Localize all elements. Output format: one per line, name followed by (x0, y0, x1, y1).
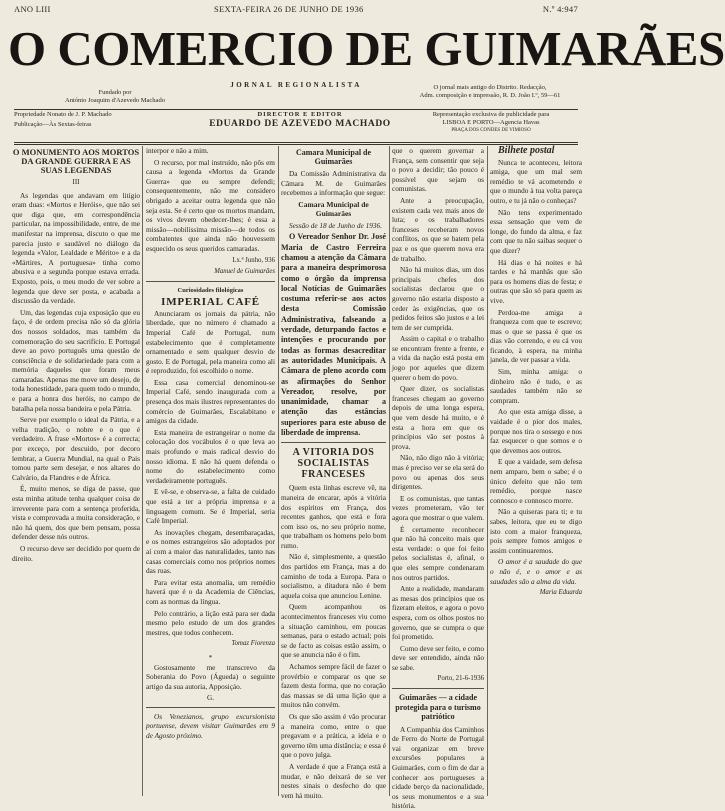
column-5 (490, 146, 582, 796)
paragraph: Nunca te aconteceu, leitora amiga, que um mal sem remédio te vá acometendo e que o mundo à tua volta pareça outro, e tu já não o conheças? (490, 157, 582, 205)
column-2 (146, 146, 275, 796)
issue-meta (14, 4, 578, 16)
paragraph: As legendas que andavam em litígio eram duas: «Mortos e Heróis», que não sei que diga que, em correspondência particular, na impossibilidade, entre, de me manifestar na imprensa, discuto o que me parecia justo e saudável no diálogo da legenda «Valor, Lealdade e Mérito» e a da «Mártires, A portuguesa» tinha como abusiva e a segunda porque estava errada. Exposto, pois, o meu modo de ver sobre a legenda que deve ser posta, e acabada a discussão da verdade. (12, 190, 140, 306)
paragraph: O recurso deve ser decidido por quem de direito. (12, 543, 140, 563)
article-heading-monument: O MONUMENTO AOS MORTOS DA GRANDE GUERRA E AS SUAS LEGENDAS (12, 147, 140, 175)
paragraph: E vê-se, e observa-se, a falta de cuidado que está a ter a própria imprensa e a linguagem comum. Se é Imperial, seria Café Imperial. (146, 487, 275, 526)
article-heading-socialists: A VITORIA DOS SOCIALISTAS FRANCESES (292, 447, 375, 481)
ownership-block (14, 111, 194, 141)
column-rule-1 (142, 146, 143, 796)
paragraph: As inovações chegam, desembaraçadas, e os nomes estrangeiros são adoptados por aí com a maior das naturalidades, tanto nas casas comerciais como nos próprios nomes das ruas. (146, 527, 275, 576)
masthead-rule-bottom (14, 142, 578, 143)
newspaper-subtitle: JORNAL REGIONALISTA (230, 81, 362, 89)
paragraph: A verdade é que a França está a mudar, e não deixará de se ver nestes sinais o desfecho do que vem há muito. (281, 761, 386, 800)
paragraph: Os Venezianos, grupo excursionista portuense, devem visitar Guimarães em 9 de Agosto próximo. (146, 711, 275, 741)
paragraph: Essa casa comercial denominou-se Imperial Café, sendo inaugurada com a presença dos mais ilustres representantes do comércio de Guimarães, Escalabitano e amigos da cidade. (146, 377, 275, 426)
paragraph: Não é, simplesmente, a questão dos partidos em França, mas a do caminho de toda a Europa. Para o socialismo, a ditadura não é bem aquela coisa que anunciou Lenine. (281, 552, 386, 600)
paragraph: Não há muitos dias, um dos principais chefes dos socialistas declarou que o governo não estaria disposto a ceder às exigências, que os pedidos feitos são justos e a lei tem de ser cumprida. (392, 265, 484, 332)
paragraph: Da Comissão Administrativa da Câmara M. de Guimarães recebemos a informação que segue: (281, 169, 386, 198)
paragraph: que o querem governar a França, sem consentir que seja o povo a decidir; tão pouco é possível que sejam os comunistas. (392, 146, 484, 194)
paragraph: Ante a preocupação, existem cada vez mais anos de luta; e os trabalhadores franceses receberam novos conflitos, os que se batem pela paz e os que querem nova era de trabalho. (392, 195, 484, 263)
paragraph: Serve por exemplo o ideal da Pátria, e a velha tradição, o nobre e o que é verdadeiro. A frase «Mortos» é a correcta; por exceço, por descuido, por decoro lembrar, a Guerra Mundial, na qual o Pais tomou parte sem desejar, e nos altares do Calvário, da Flandres e de África. (12, 415, 140, 482)
column-rule-4 (487, 146, 488, 796)
paragraph: Para evitar esta anomalia, um remédio haverá que é o da Academia de Ciências, com as normas da língua. (146, 577, 275, 606)
article-heading-camara: Camara Municipal de Guimarães (295, 148, 372, 166)
paragraph: Não, não digo não à vitória; mas é preciso ver se ela será do povo ou apenas dos seus dirigentes. (392, 453, 484, 492)
session-date: Sessão de 18 de Junho de 1936. (289, 220, 383, 230)
paragraph: E que a vaidade, sem defesa nem amparo, bem o sabe; é o único defeito que não tem remédio, porque nasce connosco e connosco morre. (490, 457, 582, 505)
separator (146, 281, 275, 282)
paragraph: Como deve ser feito, e como deve ser entendido, ainda não se sabe. (392, 643, 484, 672)
paragraph: Anunciaram os jornais da pátria, não liberdade, que no número é chamado a Imperial Café de Portugal, num estabelecimento que é completamente ornamentado e sem qualquer desvio de gosto. E de Portugal, pela maneira como ali é reproduzido, foi escolhido o nome. (146, 308, 275, 376)
signature-place: Porto, 21-6-1936 (437, 675, 484, 683)
office-line-1: O jornal mais antigo do Distrito. Redacção, (433, 84, 547, 91)
editor-block (200, 111, 400, 141)
paragraph: Achamos sempre fácil de fazer o provérbio e comparar os que se fazem desta forma, que no coração das massas se dá uma lição que a muitos não convém. (281, 662, 386, 710)
article-heading-imperial-cafe: IMPERIAL CAFÉ (161, 295, 260, 308)
paragraph: E os comunistas, que tantas vezes prometeram, vão ter agora que mostrar o que valem. (392, 493, 484, 522)
paragraph-bold: O Vereador Senhor Dr. José Maria de Castro Ferreira chamou a atenção da Câmara para a maneira desprimorosa como o órgão da imprensa local Notícias de Guimarães costuma referir-se aos actos desta Comissão Administrativa, falseando a verdade, deturpando factos e intenções e procurando por todas as formas desacreditar as autoridades Municipais. A Câmara de pleno acordo com as afirmações do Senhor Vereador, resolve, por unanimidade, chamar a atenção das estâncias superiores para este abuso de liberdade de imprensa. (281, 232, 386, 438)
rep-line-3: PRAÇA DOS CONDES DE VIMIOSO (451, 128, 531, 133)
article-heading-postcard: Bilhete postal (498, 145, 555, 156)
paragraph: Ante a realidade, mandaram as mesas dos princípios que os fizeram eleitos, e agora o povo espera, com os olhos postos no governo, que se cumpra o que foi prometido. (392, 584, 484, 642)
signature-author: Tomaz Fiorenza (231, 640, 275, 648)
paragraph: Ao que esta amiga disse, a vaidade é o pior dos males, porque nos tira o sossego e nos faz esquecer o que somos e o que devemos aos outros. (490, 407, 582, 455)
office-line-2: Adm. composição e impressão, R. D. João I.º, 59—61 (419, 92, 561, 99)
column-rule-2 (278, 146, 279, 796)
director-label: DIRECTOR E EDITOR (257, 111, 343, 118)
signature-date: Lx.ª Junho, 936 (232, 256, 275, 264)
paragraph: Não a quiseras para ti; e tu sabes, leitora, que eu te digo isto com a maior franqueza, pois sempre fomos amigos e assim continuaremos. (490, 507, 582, 555)
paragraph: Esta maneira de estrangeirar o nome da colocação dos vocábulos é o que leva ao mais profundo e mais radical desvio do nosso idioma. E não há quem defenda o nome do estabelecimento como verdadeiramente português. (146, 427, 275, 485)
column-rule-3 (389, 146, 390, 796)
article-subheading-camara: Camara Municipal de Guimarães (298, 199, 369, 218)
advertising-block (404, 111, 578, 141)
paragraph: Quer dizer, os socialistas franceses chegam ao governo depois de uma longa espera, que vem desde há muito, e é esta a hora em que os princípios vão ser postos à prova. (392, 384, 484, 451)
paragraph: Os que são assim é vão procurar a maneira como, entre o que pregavam e a prática, a ideia e o governo têm uma distância; e essa é que o povo julga. (281, 711, 386, 760)
paragraph: Há dias e há noites e há tardes e há manhãs que são para os homens dias de festa; e outras que são só para quem as vive. (490, 257, 582, 305)
issue-number: N.º 4:947 (542, 4, 578, 14)
masthead-rule-double (14, 144, 578, 145)
rep-line-2: LISBOA E PORTO—Agencia Havas (442, 119, 540, 126)
separator (392, 688, 484, 689)
editor-name: EDUARDO DE AZEVEDO MACHADO (209, 119, 391, 129)
paragraph: O amor é a saudade do que o não é, e o amor e as saudades são a alma da vida. (490, 557, 582, 586)
signature-author: Manuel de Guimarães (214, 268, 275, 276)
article-heading-tourism: Guimarães — a cidade protegida para o turismo patriótico (395, 693, 481, 722)
signature-author: Maria Eduarda (539, 589, 582, 597)
paragraph: É, muito menos, se diga de passe, que esta minha atitude tenha qualquer coisa de irreverente para com a sentença proferida, vista e comprovada a muita consideração, e não há quem, dos que bem pensam, possa defender desse nós outros. (12, 484, 140, 542)
issue-date: SEXTA-FEIRA 26 DE JUNHO DE 1936 (214, 4, 364, 14)
paragraph: Não tens experimentado essa sensação que vem de longe, do fundo da alma, e faz com que tu não saibas sequer o que dizer? (490, 207, 582, 255)
newspaper-title: O COMERCIO DE GUIMARÃES (8, 21, 725, 76)
paragraph: Perdoa-me amiga a franqueza com que te escrevo; mas o que se passa é que os dias vão correndo, e eu cá vou ficando, à espera, na minha janela, de ver passar a vida. (490, 307, 582, 365)
paragraph: O recurso, por mal instruído, não pôs em causa a legenda «Mortos da Grande Guerra» que eu sempre defendi; consequentemente, não me considero obrigado a aceitar outra legenda que não seja esta. Se é certo que os mortos mandam, os vivos devem obedecer-lhes; é essa a missão—nobilíssima missão—de todos os combatentes que ainda não houvessem esquecido os seus queridos camaradas. (146, 157, 275, 253)
publication-line: Publicação—Às Sextas-feiras (14, 121, 92, 128)
footnote-mark: * (208, 652, 213, 662)
paragraph: Um, das legendas cuja exposição que eu faço, é de ordem precisa não só da glória dos nossos soldados, mas também da comemoração do seu sacrifício. E Portugal deve ao povo português uma questão de consciência e de solidariedade para com a memória daqueles que foram meus camaradas. Apenas me move um desejo, de toda honestidade, para quem todo o mundo, e para a honra dos heróis, no campo de batalha pela nossa bandeira e pela Pátria. (12, 307, 140, 413)
rep-line-1: Representação exclusiva de publicidade para (432, 111, 550, 118)
founder-block (20, 89, 210, 105)
paragraph: Quem acompanhou os acontecimentos franceses viu como a situação caminhou, em poucas semanas, para o estado actual; pois se de facto as coisas estão assim, o que se anuncia não é o fim. (281, 602, 386, 660)
owner-line: Propriedade Nonato de J. P. Machado (14, 111, 112, 118)
paragraph: interpor e não a mim. (146, 146, 209, 155)
masthead-rule-top (14, 109, 578, 110)
column-3 (281, 146, 386, 800)
column-1 (12, 146, 140, 796)
paragraph: Quem esta linhas escreve vê, na maneira de encarar, após a vitória dos espíritos em França, dos recentes ganhos, que está e fora com isso os, no seu próprio nome, que trabalham os homens pelo bom rumo. (281, 483, 386, 550)
paragraph: Assim o capital e o trabalho se encontram frente a frente, e a vida da nação está posta em jogo por aqueles que dizem querer o bem do povo. (392, 334, 484, 382)
paragraph: Pelo contrário, a lição está para ser dada mesmo pelo estudo de um dos grandes mestres, que todos conhecem. (146, 608, 275, 637)
separator (146, 707, 275, 708)
paragraph: Sim, minha amiga: o dinheiro não é tudo, e as saudades também não se compram. (490, 367, 582, 405)
footnote: Gostosamente me transcrevo da Soberania do Povo (Águeda) o seguinte artigo da sua autoria, Apposiçáo. (146, 662, 275, 691)
office-block (402, 84, 578, 100)
column-4 (392, 146, 484, 811)
issue-year: ANO LIII (14, 4, 51, 14)
separator (281, 442, 386, 443)
article-part-number: III (72, 178, 80, 186)
paragraph: É certamente reconhecer que não há conceito mais que esta verdade: o que foi feito pelos socialistas é, afinal, o que eles sempre condenaram nos outros partidos. (392, 524, 484, 582)
founder-name: António Joaquim d'Azevedo Machado (65, 97, 165, 104)
section-kicker: Curiosidades filológicas (177, 286, 244, 294)
footnote-signature: G. (206, 693, 215, 703)
founded-label: Fundado por (98, 89, 132, 96)
paragraph: A Companhia dos Caminhos de Ferro do Norte de Portugal vai organizar em breve excursões populares a Guimarães, com o fim de dar a conhecer aos portugueses a cidade berço da nacionalidade, os seus monumentos e a sua história. (392, 724, 484, 811)
